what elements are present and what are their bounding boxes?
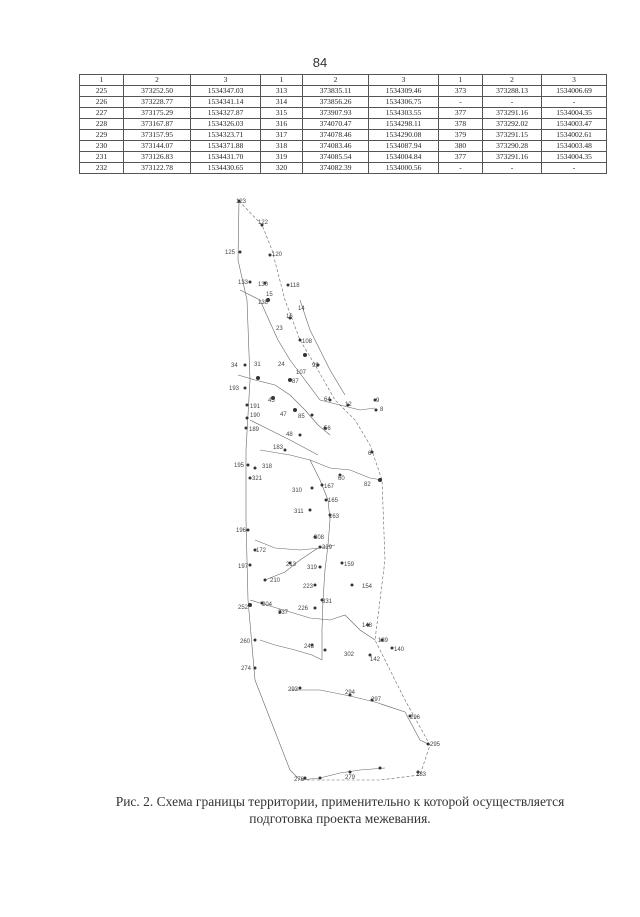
table-cell: 232 — [80, 163, 124, 174]
table-cell: - — [483, 97, 542, 108]
table-cell: 373835.11 — [303, 86, 369, 97]
table-cell: 1534004.35 — [542, 152, 607, 163]
scheme-label: 159 — [344, 562, 355, 568]
table-cell: 373856.26 — [303, 97, 369, 108]
table-cell: 373228.77 — [124, 97, 191, 108]
table-cell: 373126.83 — [124, 152, 191, 163]
table-cell: 1534323.71 — [191, 130, 261, 141]
table-cell: 1534298.11 — [369, 119, 439, 130]
scheme-label: 191 — [250, 404, 261, 410]
scheme-label: 310 — [292, 488, 303, 494]
scheme-label: 190 — [250, 413, 261, 419]
table-cell: 373292.02 — [483, 119, 542, 130]
table-cell: 1534431.70 — [191, 152, 261, 163]
scheme-label: 183 — [273, 445, 284, 451]
table-cell: 319 — [261, 152, 303, 163]
scheme-label: 260 — [240, 639, 251, 645]
scheme-label: 293 — [288, 687, 299, 693]
table-cell: 1534341.14 — [191, 97, 261, 108]
table-cell: 1534290.08 — [369, 130, 439, 141]
scheme-label: 204 — [262, 602, 273, 608]
scheme-label: 210 — [270, 578, 281, 584]
table-cell: 229 — [80, 130, 124, 141]
table-cell: 373175.29 — [124, 108, 191, 119]
caption-line-2: подготовка проекта межевания. — [249, 811, 431, 826]
scheme-label: 108 — [302, 339, 313, 345]
table-cell: 373291.16 — [483, 152, 542, 163]
table-header-cell: 3 — [369, 75, 439, 86]
table-cell: 318 — [261, 141, 303, 152]
scheme-label: 319 — [307, 565, 318, 571]
scheme-label: 34 — [231, 363, 238, 369]
scheme-label: 193 — [229, 386, 240, 392]
table-cell: 1534087.94 — [369, 141, 439, 152]
scheme-label: 60 — [338, 476, 345, 482]
table-cell: 373290.28 — [483, 141, 542, 152]
scheme-label: 276 — [294, 777, 305, 783]
table-cell: 374083.46 — [303, 141, 369, 152]
scheme-label: 107 — [296, 370, 307, 376]
table-cell: 378 — [439, 119, 483, 130]
scheme-label: 56 — [324, 426, 331, 432]
scheme-label: 82 — [364, 482, 371, 488]
table-header-cell: 2 — [124, 75, 191, 86]
table-cell: 1534003.47 — [542, 119, 607, 130]
scheme-label: 311 — [294, 509, 304, 515]
scheme-label: 123 — [236, 199, 247, 205]
scheme-label: 133 — [238, 280, 249, 286]
table-cell: 373288.13 — [483, 86, 542, 97]
scheme-label: 148 — [362, 623, 373, 629]
scheme-label: 189 — [249, 427, 260, 433]
scheme-label: 8 — [380, 407, 384, 413]
scheme-label: 243 — [304, 644, 315, 650]
scheme-label: 279 — [345, 775, 356, 781]
table-cell: 228 — [80, 119, 124, 130]
table-cell: 313 — [261, 86, 303, 97]
scheme-label: 14 — [298, 306, 305, 312]
scheme-label: 142 — [370, 657, 381, 663]
table-cell: 374078.46 — [303, 130, 369, 141]
scheme-label: 130 — [258, 282, 269, 288]
scheme-label: 213 — [286, 562, 297, 568]
scheme-label: 274 — [241, 666, 252, 672]
table-cell: 1534002.61 — [542, 130, 607, 141]
scheme-label: 125 — [225, 250, 236, 256]
table-cell: 1534003.48 — [542, 141, 607, 152]
table-cell: 1534006.69 — [542, 86, 607, 97]
table-cell: 373291.15 — [483, 130, 542, 141]
scheme-label: 283 — [416, 772, 427, 778]
table-cell: 373157.95 — [124, 130, 191, 141]
scheme-label: 196 — [236, 528, 247, 534]
table-cell: 377 — [439, 152, 483, 163]
table-cell: 1534430.65 — [191, 163, 261, 174]
table-header-cell: 1 — [80, 75, 124, 86]
table-header-cell: 2 — [483, 75, 542, 86]
table-cell: 1534309.46 — [369, 86, 439, 97]
scheme-label: 163 — [329, 514, 340, 520]
scheme-label: 23 — [276, 326, 283, 332]
table-cell: 373167.87 — [124, 119, 191, 130]
scheme-label: 252 — [238, 605, 249, 611]
scheme-label: 172 — [256, 548, 267, 554]
table-cell: 227 — [80, 108, 124, 119]
scheme-label: 154 — [362, 584, 373, 590]
scheme-label: 294 — [345, 690, 356, 696]
table-cell: - — [439, 97, 483, 108]
table-cell: - — [542, 163, 607, 174]
table-cell: 1534371.88 — [191, 141, 261, 152]
table-cell: 1534327.87 — [191, 108, 261, 119]
scheme-label: 99 — [312, 363, 319, 369]
table-cell: 316 — [261, 119, 303, 130]
scheme-label: 295 — [430, 742, 441, 748]
scheme-label: 331 — [322, 599, 333, 605]
scheme-label: 297 — [371, 697, 382, 703]
table-cell: 373144.07 — [124, 141, 191, 152]
table-cell: 1534004.84 — [369, 152, 439, 163]
scheme-label: 165 — [328, 498, 339, 504]
table-cell: 230 — [80, 141, 124, 152]
scheme-label: 120 — [272, 252, 283, 258]
scheme-label: 167 — [324, 484, 335, 490]
scheme-label: 48 — [286, 432, 293, 438]
table-cell: 373907.93 — [303, 108, 369, 119]
scheme-label: 87 — [292, 379, 299, 385]
table-cell: 1534004.35 — [542, 108, 607, 119]
table-cell: 379 — [439, 130, 483, 141]
table-cell: 231 — [80, 152, 124, 163]
table-cell: 373291.16 — [483, 108, 542, 119]
table-cell: 374082.39 — [303, 163, 369, 174]
caption-line-1: Рис. 2. Схема границы территории, применительно к которой осуществляется — [115, 794, 565, 809]
scheme-label: 45 — [268, 398, 275, 404]
scheme-label: 321 — [252, 476, 263, 482]
scheme-label: 197 — [238, 564, 249, 570]
table-cell: - — [542, 97, 607, 108]
scheme-label: 122 — [258, 220, 269, 226]
table-cell: 374070.47 — [303, 119, 369, 130]
table-cell: 1534306.75 — [369, 97, 439, 108]
table-cell: 226 — [80, 97, 124, 108]
scheme-label: 308 — [314, 535, 325, 541]
scheme-label: 6 — [368, 451, 372, 457]
table-cell: 317 — [261, 130, 303, 141]
table-cell: 225 — [80, 86, 124, 97]
scheme-label: 16 — [286, 314, 293, 320]
table-cell: 373252.50 — [124, 86, 191, 97]
scheme-label: 223 — [303, 584, 314, 590]
table-cell: - — [483, 163, 542, 174]
scheme-label: 118 — [290, 283, 300, 289]
scheme-point-labels — [225, 199, 441, 783]
scheme-label: 337 — [278, 610, 289, 616]
table-cell: 374085.54 — [303, 152, 369, 163]
scheme-label: 139 — [378, 638, 389, 644]
table-header-cell: 3 — [542, 75, 607, 86]
table-cell: 1534000.56 — [369, 163, 439, 174]
table-cell: 373122.78 — [124, 163, 191, 174]
table-cell: 380 — [439, 141, 483, 152]
table-cell: 373 — [439, 86, 483, 97]
scheme-label: 195 — [234, 463, 245, 469]
table-cell: 1534326.03 — [191, 119, 261, 130]
table-cell: 377 — [439, 108, 483, 119]
scheme-label: 318 — [262, 464, 273, 470]
table-cell: - — [439, 163, 483, 174]
table-header-cell: 1 — [261, 75, 303, 86]
scheme-label: 64 — [324, 397, 331, 403]
table-cell: 314 — [261, 97, 303, 108]
scheme-label: 15 — [266, 292, 273, 298]
scheme-label: 24 — [278, 362, 285, 368]
table-cell: 320 — [261, 163, 303, 174]
scheme-label: 31 — [254, 362, 261, 368]
scheme-label: 85 — [298, 414, 305, 420]
table-cell: 315 — [261, 108, 303, 119]
table-header-cell: 1 — [439, 75, 483, 86]
scheme-label: 9 — [376, 398, 380, 404]
scheme-label: 138 — [258, 300, 269, 306]
scheme-label: 226 — [298, 606, 309, 612]
scheme-label: 12 — [345, 402, 352, 408]
table-header-cell: 3 — [191, 75, 261, 86]
scheme-label: 329 — [322, 545, 333, 551]
table-cell: 1534347.03 — [191, 86, 261, 97]
table-header-cell: 2 — [303, 75, 369, 86]
scheme-label: 302 — [344, 652, 355, 658]
page-number: 84 — [312, 55, 328, 70]
scheme-label: 296 — [410, 715, 421, 721]
table-cell: 1534303.55 — [369, 108, 439, 119]
scheme-label: 47 — [280, 412, 287, 418]
figure-caption — [60, 793, 620, 827]
scheme-label: 140 — [394, 647, 405, 653]
